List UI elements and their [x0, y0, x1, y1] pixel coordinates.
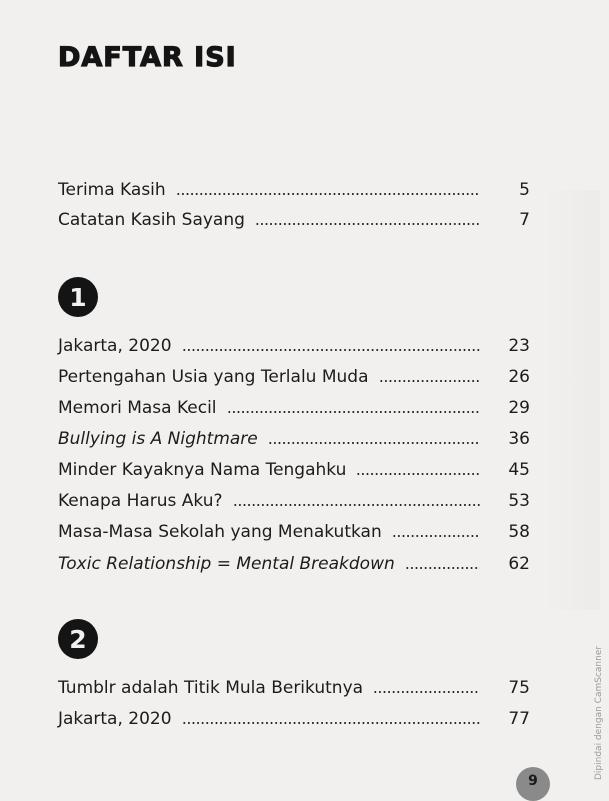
toc-entry-label: Toxic Relationship = Mental Breakdown	[58, 554, 395, 574]
scanner-watermark-text: Dipindai dengan CamScanner	[594, 645, 604, 780]
toc-entry-label: Jakarta, 2020	[58, 709, 172, 729]
toc-entry[interactable]	[58, 516, 530, 542]
toc-entry[interactable]	[58, 423, 530, 449]
toc-entry-label: Pertengahan Usia yang Terlalu Muda	[58, 367, 369, 387]
toc-entry[interactable]	[58, 204, 530, 230]
chapter-number-badge: 1	[58, 277, 98, 317]
toc-entry-page: 58	[508, 522, 530, 542]
toc-entry-page: 7	[519, 210, 530, 230]
toc-entry-label: Jakarta, 2020	[58, 336, 172, 356]
toc-entry[interactable]	[58, 392, 530, 418]
toc-entry-page: 77	[508, 709, 530, 729]
toc-leader-dots	[379, 380, 481, 382]
toc-entry-page: 45	[508, 460, 530, 480]
toc-entry-label: Terima Kasih	[58, 180, 166, 200]
toc-entry-label: Bullying is A Nightmare	[58, 429, 258, 449]
toc-entry-label: Masa-Masa Sekolah yang Menakutkan	[58, 522, 382, 542]
toc-leader-dots	[227, 411, 480, 413]
bleed-through-shadow	[540, 190, 600, 610]
toc-leader-dots	[182, 349, 480, 351]
toc-leader-dots	[176, 193, 480, 195]
toc-entry-label: Memori Masa Kecil	[58, 398, 217, 418]
toc-entry-label: Minder Kayaknya Nama Tengahku	[58, 460, 347, 480]
toc-entry[interactable]	[58, 454, 530, 480]
toc-leader-dots	[392, 535, 480, 537]
toc-entry-page: 29	[508, 398, 530, 418]
toc-leader-dots	[405, 567, 480, 569]
toc-entry-page: 26	[508, 367, 530, 387]
toc-leader-dots	[233, 504, 480, 506]
toc-entry[interactable]	[58, 548, 530, 574]
page-number-folio: 9	[516, 767, 550, 801]
toc-entry-label: Tumblr adalah Titik Mula Berikutnya	[58, 678, 364, 698]
toc-entry[interactable]	[58, 703, 530, 729]
toc-entry[interactable]	[58, 485, 530, 511]
toc-entry[interactable]	[58, 330, 530, 356]
toc-entry-page: 5	[519, 180, 530, 200]
toc-leader-dots	[182, 722, 480, 724]
chapter-number-badge: 2	[58, 619, 98, 659]
toc-leader-dots	[373, 691, 480, 693]
page-title: DAFTAR ISI	[58, 42, 237, 73]
toc-entry-page: 62	[508, 554, 530, 574]
toc-entry-label: Kenapa Harus Aku?	[58, 491, 223, 511]
scanner-watermark	[573, 600, 604, 780]
toc-leader-dots	[268, 442, 480, 444]
toc-entry-page: 75	[508, 678, 530, 698]
toc-entry-page: 23	[508, 336, 530, 356]
toc-entry-page: 53	[508, 491, 530, 511]
toc-entry[interactable]	[58, 361, 530, 387]
toc-entry[interactable]	[58, 174, 530, 200]
toc-entry-label: Catatan Kasih Sayang	[58, 210, 245, 230]
toc-entry[interactable]	[58, 672, 530, 698]
toc-leader-dots	[255, 223, 480, 225]
toc-leader-dots	[356, 473, 480, 475]
toc-entry-page: 36	[508, 429, 530, 449]
